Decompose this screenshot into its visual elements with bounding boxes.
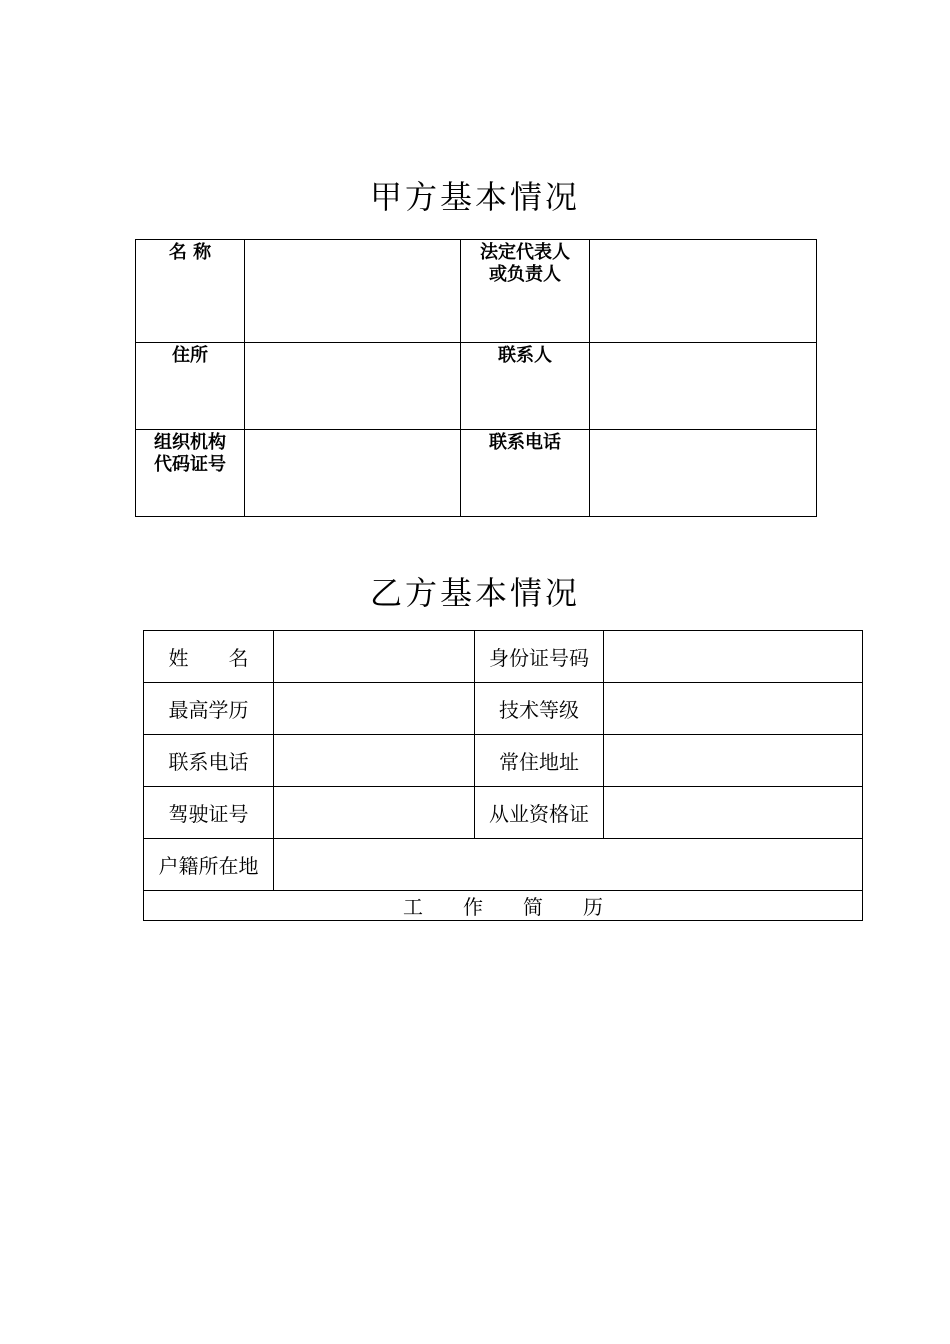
party-a-address-label: 住所 bbox=[136, 343, 245, 430]
party-a-legal-rep-field[interactable] bbox=[590, 240, 817, 343]
party-b-skill-level-label: 技术等级 bbox=[475, 683, 604, 735]
party-a-name-label: 名 称 bbox=[136, 240, 245, 343]
party-b-qualification-label: 从业资格证 bbox=[475, 787, 604, 839]
party-a-contact-phone-label: 联系电话 bbox=[461, 430, 590, 517]
party-b-info-table bbox=[143, 630, 863, 921]
party-a-contact-phone-field[interactable] bbox=[590, 430, 817, 517]
party-b-qualification-field[interactable] bbox=[604, 787, 863, 839]
party-b-title: 乙方基本情况 bbox=[369, 574, 580, 612]
party-b-name-field[interactable] bbox=[274, 631, 475, 683]
party-b-education-label: 最高学历 bbox=[144, 683, 274, 735]
party-a-contact-person-label: 联系人 bbox=[461, 343, 590, 430]
party-a-title: 甲方基本情况 bbox=[369, 178, 580, 216]
party-a-address-field[interactable] bbox=[245, 343, 461, 430]
party-b-phone-label: 联系电话 bbox=[144, 735, 274, 787]
party-b-household-field[interactable] bbox=[274, 839, 863, 891]
party-a-name-field[interactable] bbox=[245, 240, 461, 343]
party-b-residence-label: 常住地址 bbox=[475, 735, 604, 787]
party-b-skill-level-field[interactable] bbox=[604, 683, 863, 735]
party-b-residence-field[interactable] bbox=[604, 735, 863, 787]
party-a-info-table bbox=[135, 239, 817, 517]
party-b-work-history-header: 工 作 简 历 bbox=[144, 891, 863, 921]
party-b-driver-license-label: 驾驶证号 bbox=[144, 787, 274, 839]
party-a-org-code-label: 组织机构 代码证号 bbox=[136, 430, 245, 517]
party-b-name-label: 姓 名 bbox=[144, 631, 274, 683]
party-b-id-number-field[interactable] bbox=[604, 631, 863, 683]
party-b-driver-license-field[interactable] bbox=[274, 787, 475, 839]
party-b-id-number-label: 身份证号码 bbox=[475, 631, 604, 683]
party-a-org-code-field[interactable] bbox=[245, 430, 461, 517]
party-b-education-field[interactable] bbox=[274, 683, 475, 735]
party-a-legal-rep-label: 法定代表人 或负责人 bbox=[461, 240, 590, 343]
party-b-phone-field[interactable] bbox=[274, 735, 475, 787]
party-b-household-label: 户籍所在地 bbox=[144, 839, 274, 891]
party-a-contact-person-field[interactable] bbox=[590, 343, 817, 430]
